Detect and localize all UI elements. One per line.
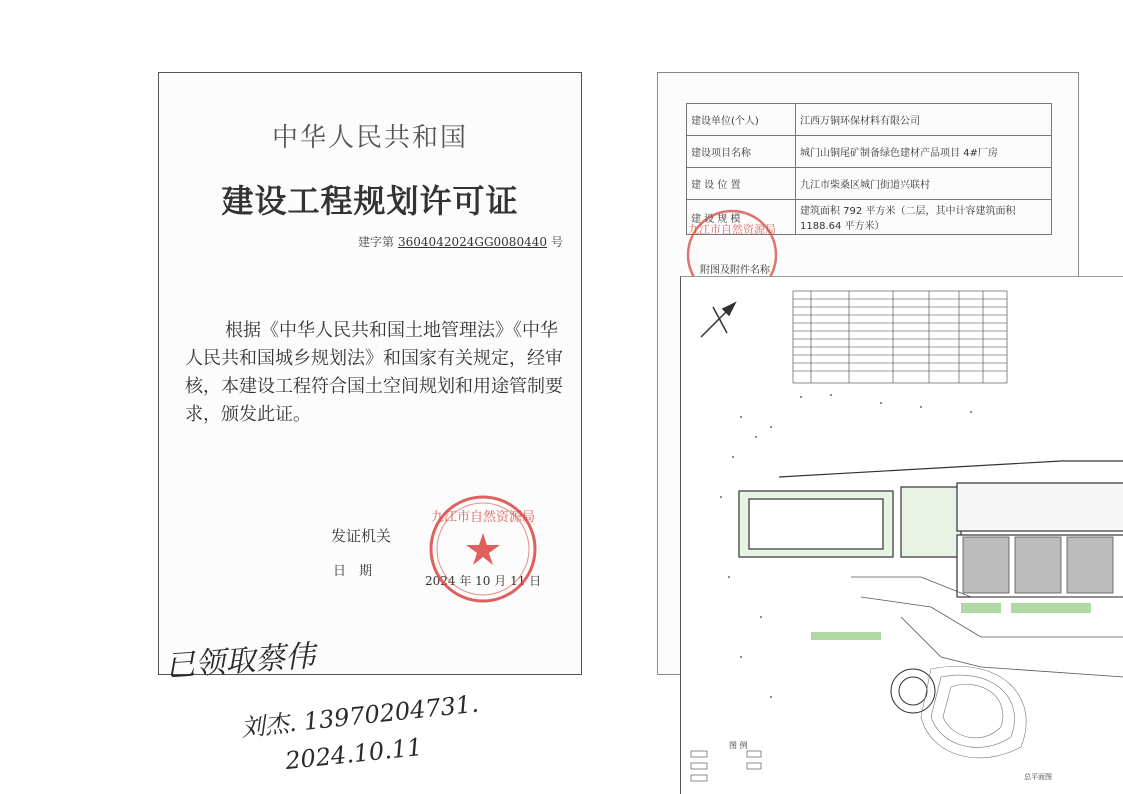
data-table-block (793, 291, 1007, 383)
legend-icons (691, 751, 761, 781)
detail-row (687, 104, 1052, 136)
row-value: 建筑面积 792 平方米（二层，其中计容建筑面积 1188.64 平方米） (796, 200, 1052, 235)
row-value: 城门山铜尾矿制备绿色建材产品项目 4#厂房 (796, 136, 1052, 168)
seal-text: 九江市自然资源局 (430, 510, 536, 525)
detail-row (687, 136, 1052, 168)
building-outlines (739, 461, 1123, 597)
row-value: 江西万铜环保材料有限公司 (796, 104, 1052, 136)
attachment-label: 附图及附件名称 (700, 265, 770, 276)
hill-contours (921, 666, 1026, 758)
issue-date: 2024 年 10 月 11 日 (425, 574, 542, 588)
row-value: 九江市柴桑区城门街道兴联村 (796, 168, 1052, 200)
certificate-title: 建设工程规划许可证 (221, 182, 519, 220)
north-arrow-icon (701, 303, 735, 337)
greenhouse-blocks (963, 537, 1113, 593)
official-seal (425, 493, 542, 605)
detail-row (687, 168, 1052, 200)
circular-pool (891, 669, 935, 713)
site-plan-graphic (681, 277, 1123, 794)
handwritten-signature: 已领取蔡伟 (164, 638, 317, 685)
row-label: 建设项目名称 (687, 136, 796, 168)
certificate-country: 中华人民共和国 (271, 123, 468, 153)
row-label: 建 设 规 模 (687, 200, 796, 235)
green-strips (811, 603, 1091, 640)
site-plan-drawing (680, 276, 1123, 794)
planning-permit-certificate (158, 72, 582, 675)
row-label: 建设单位(个人) (687, 104, 796, 136)
legend-title: 图 例 (729, 741, 748, 750)
issuer-label: 发证机关 (331, 527, 392, 545)
handwritten-date: 2024.10.11 (283, 732, 424, 776)
certificate-body: 根据《中华人民共和国土地管理法》《中华人民共和国城乡规划法》和国家有关规定，经审核，本建设工程符合国土空间规划和用途管制要求，颁发此证。 (185, 320, 563, 425)
certificate-number (358, 233, 563, 250)
seal-text: 九江市自然资源局 (688, 223, 776, 236)
drawing-footer: 总平面图 (1024, 773, 1052, 781)
handwritten-phone: 刘杰. 13970204731. (239, 689, 480, 743)
number-value: 3604042024GG0080440 (398, 235, 547, 249)
row-label: 建 设 位 置 (687, 168, 796, 200)
number-prefix: 建字第 (358, 235, 395, 249)
number-suffix: 号 (550, 235, 563, 249)
date-label: 日 期 (333, 564, 373, 579)
